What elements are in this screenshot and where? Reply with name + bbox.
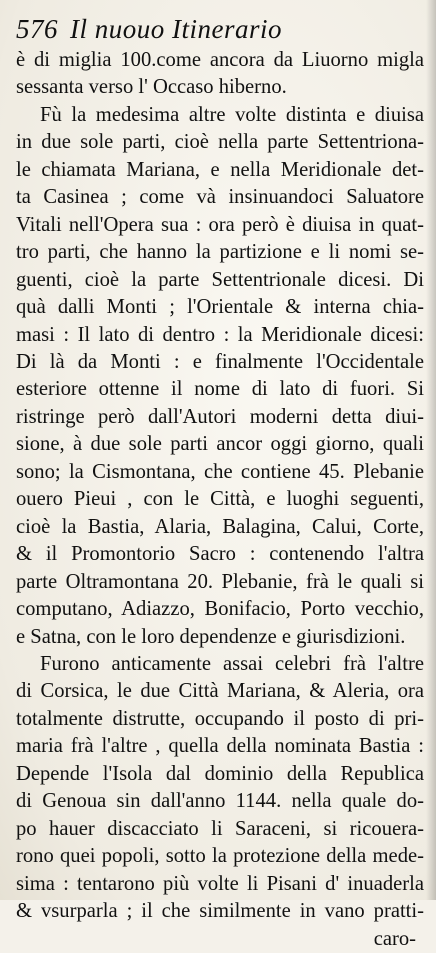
text-line: cioè la Bastia, Alaria, Balagina, Calui, Corte, bbox=[16, 515, 424, 538]
text-line: esteriore ottenne il nome di lato di fuori. Si bbox=[16, 378, 424, 401]
text-line: sessanta verso l' Occaso hiberno. bbox=[16, 76, 287, 99]
text-line: sione, à due sole parti ancor oggi giorno, quali bbox=[16, 433, 424, 456]
text-line: di Genoua sin dall'anno 1144. nella quale do- bbox=[16, 790, 424, 813]
text-line: computano, Adiazzo, Bonifacio, Porto vecchio, bbox=[16, 598, 424, 621]
catchword: caro- bbox=[373, 927, 416, 950]
text-line: sono; la Cismontana, che contiene 45. Plebanie bbox=[16, 460, 424, 483]
text-line: Furono anticamente assai celebri frà l'altre bbox=[40, 652, 424, 675]
text-line: Fù la medesima altre volte distinta e diuisa bbox=[40, 103, 424, 126]
text-line: e Satna, con le loro dependenze e giurisdizioni. bbox=[16, 625, 406, 648]
page-number: 576 bbox=[16, 14, 58, 44]
body-text bbox=[16, 47, 424, 953]
text-line: guenti, cioè la parte Settentrionale dicesi. Di bbox=[16, 268, 424, 291]
text-line: sima : tentarono più volte li Pisani d' inuaderla bbox=[16, 872, 424, 895]
text-line: Depende l'Isola dal dominio della Republica bbox=[16, 762, 424, 785]
running-title: Il nuouo Itinerario bbox=[70, 14, 282, 44]
text-line: è di miglia 100.come ancora da Liuorno migla bbox=[16, 49, 424, 71]
text-line: in due sole parti, cioè nella parte Settentriona- bbox=[16, 131, 424, 154]
text-line: ta Casinea ; come và insinuandoci Saluatore bbox=[16, 186, 424, 209]
text-line: totalmente distrutte, occupando il posto di pri- bbox=[16, 707, 424, 730]
text-line: le chiamata Mariana, e nella Meridionale det- bbox=[16, 158, 424, 181]
text-line: Di là da Monti : e finalmente l'Occidentale bbox=[16, 350, 424, 373]
page-edge-shadow bbox=[426, 0, 436, 900]
text-line: rono quei popoli, sotto la protezione della mede- bbox=[16, 845, 424, 868]
text-line: parte Oltramontana 20. Plebanie, frà le quali si bbox=[16, 570, 424, 593]
text-line: & vsurparla ; il che similmente in vano pratti- bbox=[16, 900, 424, 923]
text-line: quà dalli Monti ; l'Orientale & interna chia- bbox=[16, 296, 424, 319]
text-line: & il Promontorio Sacro : contenendo l'altra bbox=[16, 543, 424, 566]
text-line: tro parti, che hanno la partizione e li nomi se- bbox=[16, 241, 424, 264]
text-line: masi : Il lato di dentro : la Meridionale dicesi: bbox=[16, 323, 424, 346]
text-line: ouero Pieui , con le Città, e luoghi seguenti, bbox=[16, 488, 424, 511]
text-line: Vitali nell'Opera sua : ora però è diuisa in quat- bbox=[16, 213, 424, 236]
page-header bbox=[16, 14, 424, 45]
text-line: po hauer discacciato li Saraceni, si ricouera- bbox=[16, 817, 424, 840]
text-line: di Corsica, le due Città Mariana, & Aleria, ora bbox=[16, 680, 424, 703]
text-line: ristringe però dall'Autori moderni detta diui- bbox=[16, 405, 424, 428]
text-line: maria frà l'altre , quella della nominata Bastia : bbox=[16, 735, 424, 758]
